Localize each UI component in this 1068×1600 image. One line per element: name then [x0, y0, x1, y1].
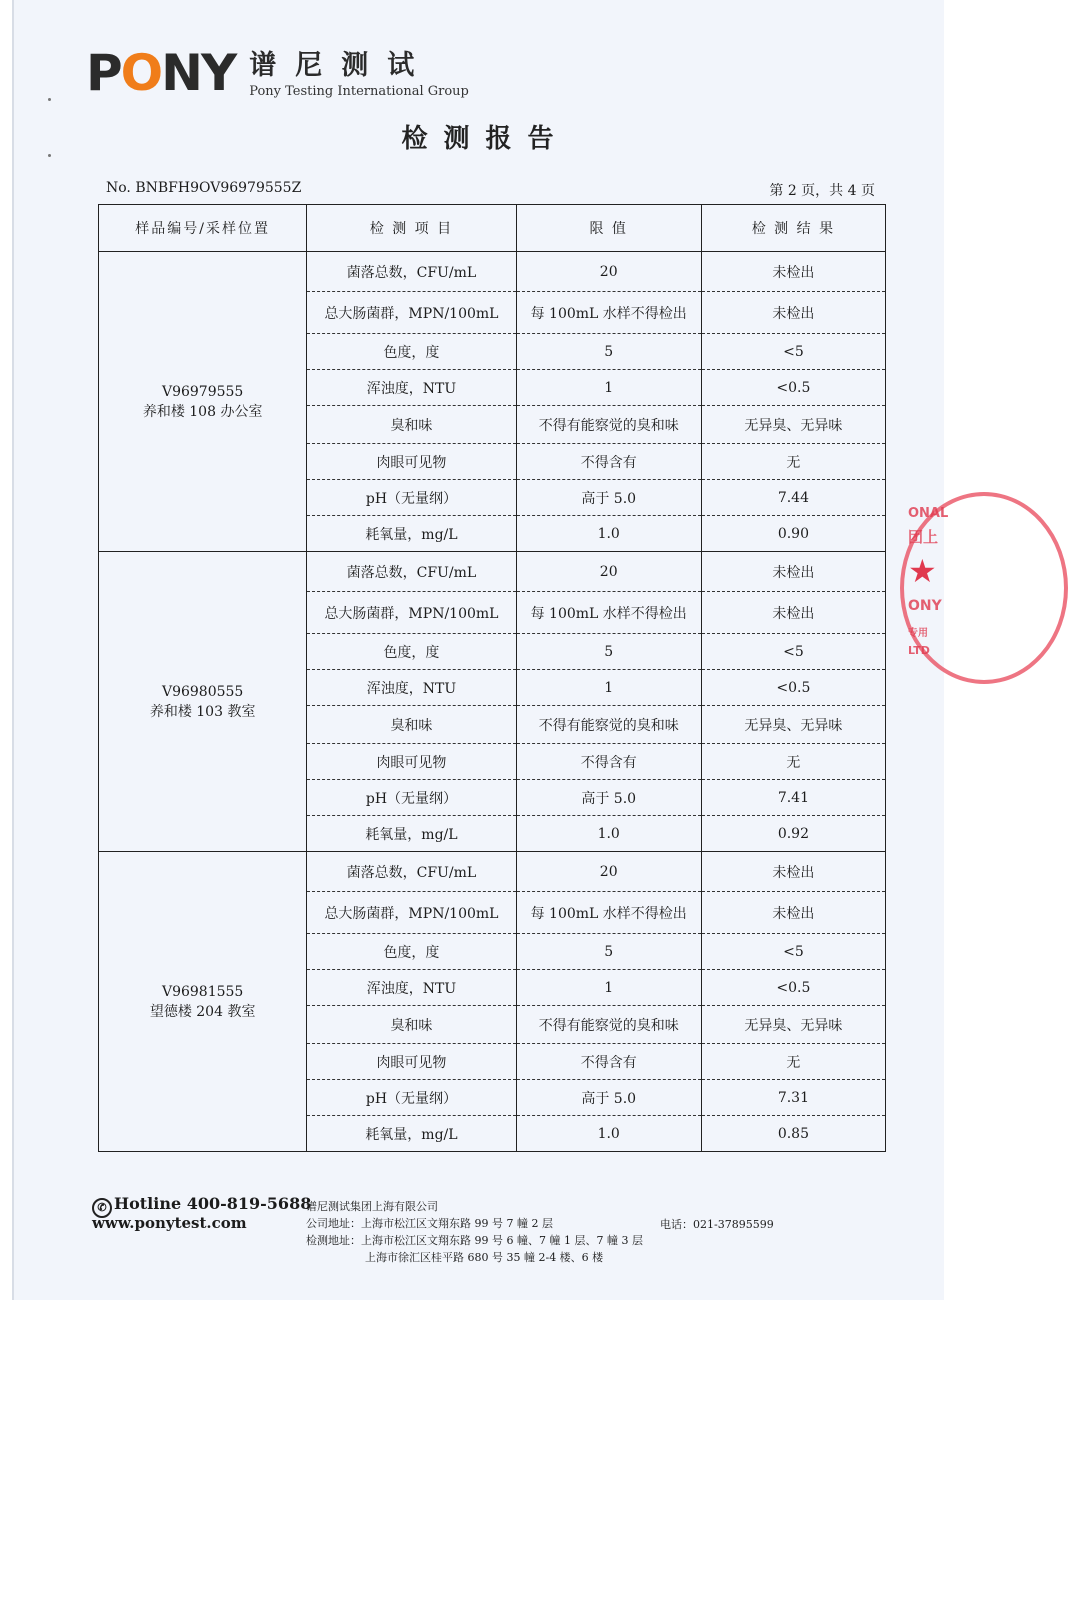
company-info: [306, 1198, 643, 1266]
test-item-cell: 总大肠菌群，MPN/100mL: [307, 892, 516, 934]
test-item-cell: 肉眼可见物: [307, 444, 516, 480]
limit-cell: 不得有能察觉的臭和味: [516, 1006, 701, 1044]
limit-cell: 1: [516, 370, 701, 406]
website-link[interactable]: www.ponytest.com: [92, 1214, 247, 1232]
company-name: 谱尼测试集团上海有限公司: [306, 1200, 438, 1213]
result-cell: <5: [701, 934, 885, 970]
limit-cell: 不得含有: [516, 1044, 701, 1080]
company-seal: [900, 492, 949, 676]
result-cell: <0.5: [701, 670, 885, 706]
sample-id: V96980555: [161, 683, 244, 700]
limit-cell: 1: [516, 670, 701, 706]
header-result: 检 测 结 果: [701, 205, 885, 252]
result-cell: 7.31: [701, 1080, 885, 1116]
test-item-cell: 耗氧量，mg/L: [307, 516, 516, 552]
limit-cell: 5: [516, 634, 701, 670]
limit-cell: 1.0: [516, 516, 701, 552]
result-cell: 无异臭、无异味: [701, 406, 885, 444]
result-cell: 0.90: [701, 516, 885, 552]
test-item-cell: 臭和味: [307, 1006, 516, 1044]
limit-cell: 不得含有: [516, 444, 701, 480]
test-item-cell: 浑浊度，NTU: [307, 970, 516, 1006]
report-title: 检测报告: [401, 124, 570, 154]
sample-id: V96981555: [161, 983, 244, 1000]
test-item-cell: 肉眼可见物: [307, 1044, 516, 1080]
result-cell: 未检出: [701, 592, 885, 634]
test-item-cell: 臭和味: [307, 406, 516, 444]
test-address-2: 上海市徐汇区桂平路 680 号 35 幢 2-4 楼、6 楼: [365, 1251, 604, 1264]
test-item-cell: pH（无量纲）: [307, 480, 516, 516]
result-cell: 0.92: [701, 816, 885, 852]
hotline: ✆ Hotline 400-819-5688: [92, 1194, 311, 1218]
company-phone: 电话：021-37895599: [660, 1218, 774, 1231]
limit-cell: 不得有能察觉的臭和味: [516, 406, 701, 444]
table-row: [99, 852, 886, 892]
table-header-row: [99, 205, 886, 252]
test-item-cell: pH（无量纲）: [307, 1080, 516, 1116]
sheet-edge: [12, 0, 14, 1300]
test-item-cell: 耗氧量，mg/L: [307, 1116, 516, 1152]
result-cell: 0.85: [701, 1116, 885, 1152]
result-cell: 未检出: [701, 852, 885, 892]
logo-text: [249, 50, 469, 99]
result-cell: 未检出: [701, 292, 885, 334]
result-cell: 无: [701, 744, 885, 780]
limit-cell: 高于 5.0: [516, 780, 701, 816]
table-row: [99, 252, 886, 292]
limit-cell: 1.0: [516, 1116, 701, 1152]
limit-cell: 每 100mL 水样不得检出: [516, 592, 701, 634]
result-cell: 无: [701, 444, 885, 480]
test-item-cell: 色度，度: [307, 934, 516, 970]
sample-location: 养和楼 103 教室: [149, 703, 256, 720]
limit-cell: 不得有能察觉的臭和味: [516, 706, 701, 744]
result-cell: 无: [701, 1044, 885, 1080]
seal-text: 专用: [908, 628, 928, 639]
test-item-cell: 总大肠菌群，MPN/100mL: [307, 592, 516, 634]
results-table: [98, 204, 886, 1152]
test-item-cell: 臭和味: [307, 706, 516, 744]
report-number: No. BNBFH9OV96979555Z: [106, 180, 302, 196]
header-sample-location: 样品编号/采样位置: [99, 205, 307, 252]
result-cell: <5: [701, 334, 885, 370]
result-cell: 7.44: [701, 480, 885, 516]
test-item-cell: 总大肠菌群，MPN/100mL: [307, 292, 516, 334]
limit-cell: 不得含有: [516, 744, 701, 780]
pony-logo: [86, 44, 469, 102]
phone-icon: ✆: [92, 1198, 112, 1218]
sample-location: 养和楼 108 办公室: [142, 403, 263, 420]
test-item-cell: 色度，度: [307, 634, 516, 670]
limit-cell: 每 100mL 水样不得检出: [516, 892, 701, 934]
limit-cell: 1.0: [516, 816, 701, 852]
result-cell: 未检出: [701, 892, 885, 934]
limit-cell: 5: [516, 334, 701, 370]
header-test-item: 检 测 项 目: [307, 205, 516, 252]
scan-dot: [48, 98, 51, 101]
test-item-cell: 菌落总数，CFU/mL: [307, 552, 516, 592]
sample-cell: [99, 852, 307, 1152]
limit-cell: 高于 5.0: [516, 1080, 701, 1116]
seal-text: ONAL: [908, 506, 949, 521]
sample-id: V96979555: [161, 383, 244, 400]
logo-english-name: Pony Testing International Group: [249, 84, 469, 99]
sample-location: 望德楼 204 教室: [149, 1003, 256, 1020]
company-address: 公司地址：上海市松江区文翔东路 99 号 7 幢 2 层: [306, 1217, 553, 1230]
logo-wordmark: PONY: [86, 44, 236, 102]
table-row: [99, 552, 886, 592]
test-item-cell: 肉眼可见物: [307, 744, 516, 780]
result-cell: 无异臭、无异味: [701, 706, 885, 744]
limit-cell: 每 100mL 水样不得检出: [516, 292, 701, 334]
page-number: 第 2 页，共 4 页: [769, 183, 875, 199]
result-cell: 无异臭、无异味: [701, 1006, 885, 1044]
result-cell: <0.5: [701, 370, 885, 406]
limit-cell: 20: [516, 552, 701, 592]
seal-text: 团上: [908, 528, 939, 546]
seal-star-icon: ★: [908, 552, 937, 590]
result-cell: <0.5: [701, 970, 885, 1006]
test-item-cell: 菌落总数，CFU/mL: [307, 252, 516, 292]
test-item-cell: 色度，度: [307, 334, 516, 370]
test-address: 检测地址：上海市松江区文翔东路 99 号 6 幢、7 幢 1 层、7 幢 3 层: [306, 1234, 643, 1247]
table-body: [99, 252, 886, 1152]
test-item-cell: 耗氧量，mg/L: [307, 816, 516, 852]
result-cell: 未检出: [701, 552, 885, 592]
sample-cell: [99, 252, 307, 552]
limit-cell: 20: [516, 852, 701, 892]
test-item-cell: 浑浊度，NTU: [307, 370, 516, 406]
limit-cell: 20: [516, 252, 701, 292]
test-item-cell: 菌落总数，CFU/mL: [307, 852, 516, 892]
test-item-cell: 浑浊度，NTU: [307, 670, 516, 706]
logo-chinese-name: 谱尼测试: [249, 50, 434, 81]
limit-cell: 5: [516, 934, 701, 970]
limit-cell: 1: [516, 970, 701, 1006]
result-cell: 7.41: [701, 780, 885, 816]
test-item-cell: pH（无量纲）: [307, 780, 516, 816]
header-limit: 限 值: [516, 205, 701, 252]
seal-text: ONY: [908, 598, 942, 614]
sample-cell: [99, 552, 307, 852]
seal-text: LTD: [908, 644, 930, 657]
result-cell: <5: [701, 634, 885, 670]
result-cell: 未检出: [701, 252, 885, 292]
limit-cell: 高于 5.0: [516, 480, 701, 516]
